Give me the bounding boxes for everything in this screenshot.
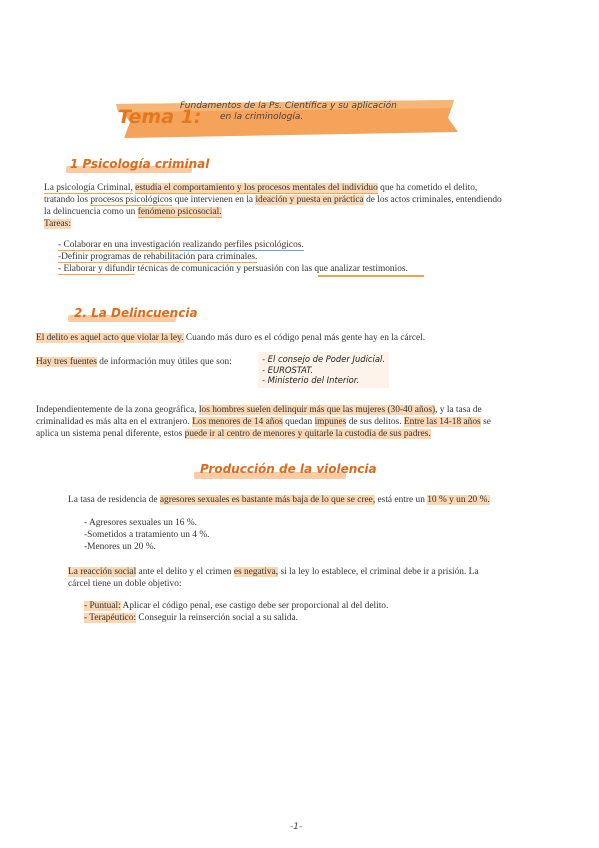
s2-highlight: impunes (314, 417, 347, 427)
s3-highlight: 10 % y un 20 %. (427, 495, 490, 505)
s3-highlight: agresores sexuales es bastante más baja de lo que se cree, (159, 495, 376, 505)
s3-text: ante el delito y el crimen (136, 567, 232, 577)
stat-item: -Menores un 20 %. (84, 542, 156, 552)
s1-tasks-label (44, 218, 71, 231)
source-item: - EUROSTAT. (262, 364, 314, 375)
s1-text: la delincuencia como un (44, 207, 136, 217)
s1-para-line-1 (44, 182, 477, 195)
task-text: realizando perfiles psicológicos. (180, 240, 304, 250)
s3-text: si la ley lo establece, el criminal debe ir a prisión. La (278, 567, 479, 577)
s1-text: que intervienen en la (174, 195, 254, 205)
s3-text: La tasa de residencia de (68, 495, 158, 505)
s2-highlight: Entre las 14-18 años (403, 417, 481, 427)
s1-text: tratando los (44, 195, 89, 205)
section-heading-delincuencia: 2. La Delincuencia (74, 306, 198, 320)
s1-text: de los actos criminales, entendiendo (366, 195, 502, 205)
title-line-1: Fundamentos de la Ps. Científica y su aplicación (180, 101, 397, 111)
s3-highlight: La reacción social (68, 567, 137, 577)
s2-text: criminalidad es más alta en el extranjero. (36, 417, 190, 427)
stat-item: -Sometidos a tratamiento un 4 %. (84, 530, 210, 540)
source-item: - Ministerio del Interior. (262, 375, 360, 385)
s2-highlight: los hombres suelen delinquir más que las mujeres (30-40 años) (198, 405, 436, 415)
task-item-2 (58, 252, 257, 264)
s1-text: que ha cometido el delito, (380, 183, 478, 193)
section-heading-violencia: Producción de la violencia (200, 462, 377, 476)
s2-text: de información muy útiles que son: (96, 357, 232, 367)
s2-sources (36, 356, 232, 369)
s2-para-2-line-2 (36, 416, 491, 429)
s1-highlight: ideación y puesta en práctica (255, 195, 364, 205)
s2-highlight: puede ir al centro de menores y quitarle la custodia de sus padres. (184, 429, 431, 439)
s2-text: quedan (282, 417, 313, 427)
s2-text: aplica un sistema penal diferente, estos (36, 429, 183, 439)
title-main: Tema 1: (118, 106, 202, 128)
s1-highlight: fenómeno psicosocial. (137, 207, 222, 217)
s3-para-1 (68, 494, 490, 507)
section-heading-psicologia: 1 Psicología criminal (70, 157, 210, 171)
task-item-1 (58, 240, 304, 252)
task-text: técnicas de comunicación y persuasión con las que analizar testimonios. (135, 264, 408, 274)
objective-item-2 (84, 613, 298, 625)
s2-para-1 (36, 332, 425, 345)
title-line-2: en la criminología. (220, 112, 304, 122)
underline-decoration (318, 275, 424, 277)
task-text: -Definir programas de rehabilitación para criminales. (58, 252, 258, 262)
s2-text: Independientemente de la zona geográfica, (36, 405, 197, 415)
s2-text: se (480, 417, 491, 427)
objective-label: - Puntual: (84, 601, 121, 611)
s2-para-2-line-3 (36, 428, 431, 441)
s1-para-line-3 (44, 206, 222, 219)
task-text: - Elaborar y difundir (58, 264, 136, 274)
page-number: -1- (290, 822, 303, 832)
s2-text: Cuando más duro es el código penal más gente hay en la cárcel. (183, 333, 426, 343)
s2-highlight: Los menores de 14 años (192, 417, 283, 427)
s2-highlight: Hay tres fuentes (36, 357, 97, 367)
s3-para-2-line-1 (68, 566, 479, 579)
s2-highlight: El delito es aquel acto que violar la ley. (36, 333, 184, 343)
s2-text: , y la tasa de (435, 405, 482, 415)
task-item-3 (58, 264, 408, 276)
sources-handwritten-list (258, 352, 389, 388)
objective-item-1 (84, 601, 388, 613)
s2-text: de sus delitos. (346, 417, 402, 427)
s1-text: La psicología Criminal, (44, 183, 133, 193)
s1-highlight: estudia el comportamiento y los procesos mentales del individuo (135, 183, 378, 193)
s3-highlight: es negativa, (233, 567, 279, 577)
source-item: - El consejo de Poder Judicial. (262, 354, 385, 364)
objective-text: Aplicar el código penal, ese castigo debe ser proporcional al del delito. (120, 601, 389, 611)
s3-para-2-line-2: cárcel tiene un doble objetivo: (68, 579, 182, 589)
s1-underline: procesos psicológicos (90, 195, 173, 205)
s3-text: está entre un (375, 495, 425, 505)
objective-label: - Terapéutico: (84, 613, 137, 623)
objective-text: Conseguir la reinserción social a su salida. (136, 613, 298, 623)
title-subtitle (180, 101, 397, 123)
tasks-label: Tareas: (44, 219, 71, 229)
stat-item: - Agresores sexuales un 16 %. (84, 518, 197, 528)
s1-para-line-2 (44, 194, 502, 207)
task-text: - Colaborar en una investigación (58, 240, 181, 250)
s2-para-2-line-1 (36, 404, 482, 417)
